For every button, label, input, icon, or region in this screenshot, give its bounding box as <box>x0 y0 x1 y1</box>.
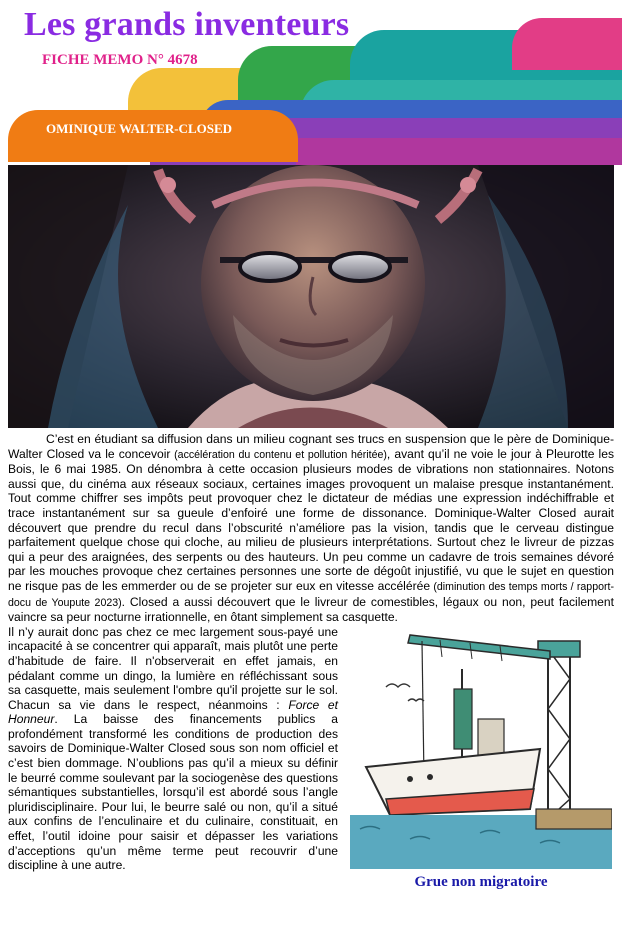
inventor-name: OMINIQUE WALTER-CLOSED <box>46 121 233 136</box>
article-note-2: (diminution des temps morts / rapport-docu de Youpute 2023) <box>8 580 614 609</box>
band-pink <box>512 18 622 70</box>
article-text-4a: Il n’y aurait donc pas chez ce mec largement sous-payé une incapacité à se concentrer qui apparaît, mais plutôt une perte d’habitude de faire. Il n'observerait en effet jamais, en pédalant comme un dingo, la lumière en réfléchissant sous sa casquette, mais seulement l'ombre qu'il projette sur le sol. Chacun sa vie dans le respect, néanmoins : <box>8 624 338 712</box>
page-header <box>0 0 622 165</box>
inventor-photo <box>8 165 614 428</box>
band-magenta <box>296 138 622 165</box>
article-paragraph-left <box>8 625 338 873</box>
article-italic: Force et Honneur <box>8 697 338 727</box>
article-text-3: . Closed a aussi découvert que le livreur de comestibles, légaux ou non, peut facilement vaincre sa peur nocturne irrationnelle, en ôtant simplement sa casquette. <box>8 594 614 625</box>
page-title: Les grands inventeurs <box>24 6 350 43</box>
portrait-photo-icon <box>8 165 614 428</box>
article-lower <box>8 624 614 890</box>
crane-ship-illustration-icon <box>350 629 612 869</box>
memo-number: FICHE MEMO N° 4678 <box>42 52 198 68</box>
figure <box>350 629 612 899</box>
figure-caption: Grue non migratoire <box>414 873 548 890</box>
article-body <box>8 432 614 890</box>
article-text-1: C’est en étudiant sa diffusion dans un milieu cognant ses trucs en suspension que le père de Dominique-Walter Closed va le concevoir <box>8 432 614 461</box>
article-text-4b: . La baisse des financements publics a profondément transformé les conditions de production des savoirs de Dominique-Walter Closed sous son nom officiel et c’est bien dommage. N’oublions pas qu’il a mieux su définir le beurré comme soulevant par la sociogenèse des questions sémantiques substantielles, lorsqu’il est abordé sous l’angle pluridisciplinaire. Pour lui, le beurre salé ou non, qu’il a situé aux confins de l’enculinaire et du culinaire, constituait, en effet, l’outil idoine pour saisir et dépasser les variations d’acceptions qu’un même terme peut recouvrir d’une discipline à une autre. <box>8 712 338 873</box>
article-text-2: , avant qu’il ne voie le jour à Pleurotte les Bois, le 6 mai 1985. On dénombra à cette occasion plusieurs modes de vibrations non stationnaires. Notons aussi que, du cinéma aux réseaux sociaux, certaines images provoquent un malaise presque instantanément. Tout comme chiffrer ses impôts peut provoquer chez le dictateur de médias une expression indéchiffrable et trace instantanément sur sa gueule d’enfoiré une forme de dissonance. Dominique-Walter Closed aurait découvert que prendre du recul dans l’obscurité n’améliore pas la vision, tandis que le cerveau distingue parfaitement quelque chose qui cloche, au milieu de plusieurs interprétations. Surtout chez le livreur de pizzas qui a peur des araignées, des serpents ou des hauteurs. Un peu comme un cadavre de trois semaines dévoré par les mouches provoque chez certaines personnes une sorte de dégoût injustifié, vu que le sujet en question ne risque pas de les emmerder ou de se projeter sur eux en vitesse accélérée <box>8 446 614 593</box>
article-paragraph-top <box>8 432 614 625</box>
article-note-1: (accélération du contenu et pollution héritée) <box>170 448 387 461</box>
